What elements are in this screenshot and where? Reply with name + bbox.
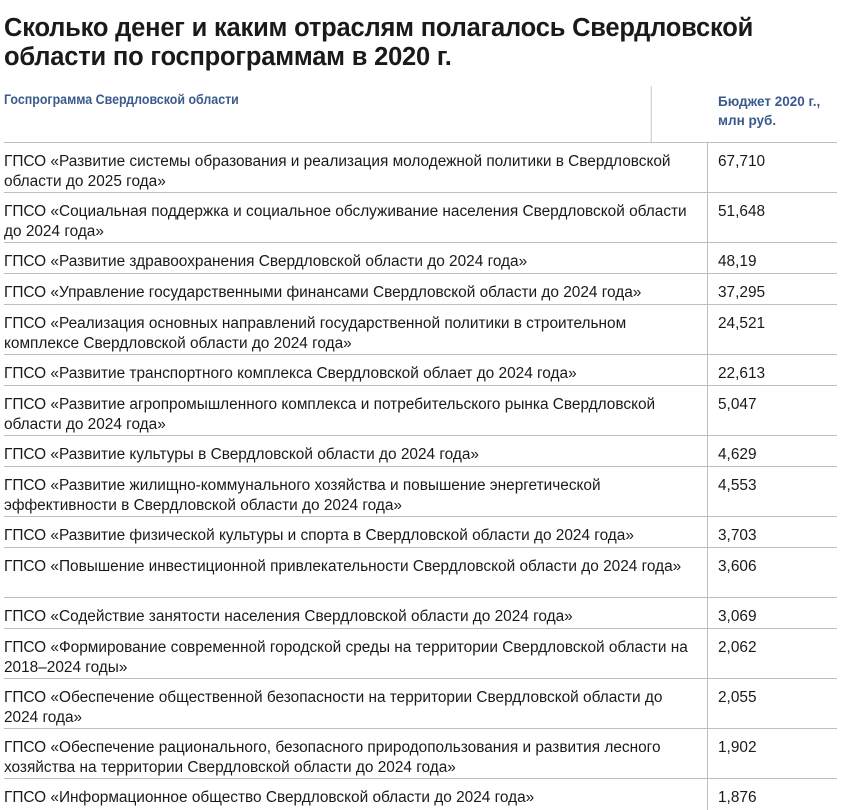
table-row: [4, 679, 837, 729]
table-row: [4, 274, 837, 305]
header-budget-line1: Бюджет 2020 г.,: [718, 94, 821, 109]
program-cell: ГПСО «Обеспечение общественной безопасности на территории Свердловской области до 2024 года»: [4, 679, 708, 728]
budget-cell: 3,606: [718, 558, 757, 575]
program-cell: ГПСО «Развитие культуры в Свердловской области до 2024 года»: [4, 436, 708, 466]
budget-cell: 4,629: [718, 446, 757, 463]
program-cell: ГПСО «Обеспечение рационального, безопасного природопользования и развития лесного хозяйства на территории Свердловской области до 2024 года»: [4, 729, 708, 778]
table-row: [4, 193, 837, 243]
table-row: [4, 779, 837, 810]
page-title: Сколько денег и каким отраслям полагалось Свердловской области по госпрограммам в 2020 г.: [4, 14, 754, 71]
table-row: [4, 243, 837, 274]
budget-cell: 1,902: [718, 739, 757, 756]
program-cell: ГПСО «Управление государственными финансами Свердловской области до 2024 года»: [4, 274, 708, 304]
budget-cell: 1,876: [718, 789, 757, 806]
program-cell: ГПСО «Формирование современной городской среды на территории Свердловской области на 2018–2024 годы»: [4, 629, 708, 678]
budget-cell: 22,613: [718, 365, 766, 382]
header-budget-line2: млн руб.: [718, 113, 777, 128]
table-row: [4, 305, 837, 355]
budget-cell: 37,295: [718, 284, 766, 301]
budget-table: [4, 86, 837, 810]
table-row: [4, 598, 837, 629]
budget-cell: 67,710: [718, 153, 766, 170]
budget-cell: 48,19: [718, 253, 757, 270]
budget-cell: 4,553: [718, 477, 757, 494]
table-row: [4, 548, 837, 598]
program-cell: ГПСО «Развитие жилищно-коммунального хозяйства и повышение энергетической эффективности в Свердловской области до 2024 года»: [4, 467, 708, 516]
program-cell: ГПСО «Социальная поддержка и социальное обслуживание населения Свердловской области до 2024 года»: [4, 193, 708, 242]
program-cell: ГПСО «Развитие агропромышленного комплекса и потребительского рынка Свердловской области до 2024 года»: [4, 386, 708, 435]
table-row: [4, 436, 837, 467]
program-cell: ГПСО «Повышение инвестиционной привлекательности Свердловской области до 2024 года»: [4, 548, 708, 597]
program-cell: ГПСО «Содействие занятости населения Свердловской области до 2024 года»: [4, 598, 708, 628]
budget-cell: 51,648: [718, 203, 766, 220]
budget-cell: 3,069: [718, 608, 757, 625]
program-cell: ГПСО «Развитие системы образования и реализация молодежной политики в Свердловской области до 2025 года»: [4, 143, 708, 192]
budget-cell: 2,062: [718, 639, 757, 656]
program-cell: ГПСО «Информационное общество Свердловской области до 2024 года»: [4, 779, 708, 810]
program-cell: ГПСО «Реализация основных направлений государственной политики в строительном комплексе Свердловской области до 2024 года»: [4, 305, 708, 354]
table-row: [4, 629, 837, 679]
budget-cell: 24,521: [718, 315, 766, 332]
program-cell: ГПСО «Развитие здравоохранения Свердловской области до 2024 года»: [4, 243, 708, 273]
table-row: [4, 517, 837, 548]
header-budget: [708, 86, 837, 142]
table-row: [4, 143, 837, 193]
program-cell: ГПСО «Развитие транспортного комплекса Свердловской облает до 2024 года»: [4, 355, 708, 385]
program-cell: ГПСО «Развитие физической культуры и спорта в Свердловской области до 2024 года»: [4, 517, 708, 547]
table-header: [4, 86, 837, 143]
budget-cell: 5,047: [718, 396, 757, 413]
table-row: [4, 729, 837, 779]
header-program: Госпрограмма Свердловской области: [4, 86, 652, 142]
table-row: [4, 355, 837, 386]
table-row: [4, 467, 837, 517]
budget-cell: 2,055: [718, 689, 757, 706]
table-row: [4, 386, 837, 436]
budget-cell: 3,703: [718, 527, 757, 544]
